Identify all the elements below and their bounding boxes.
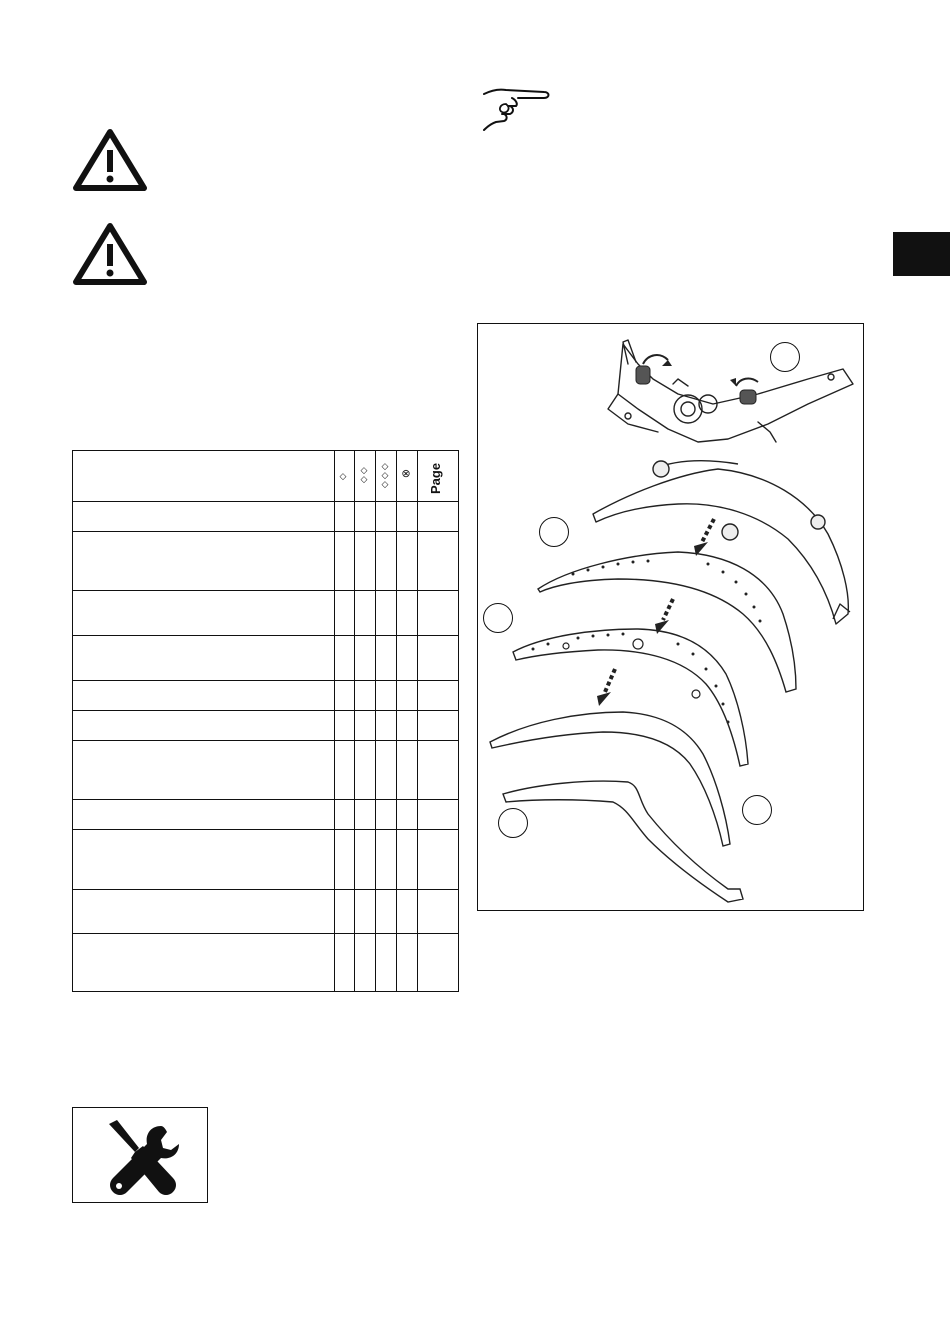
wrench-screwdriver-icon (72, 1107, 208, 1203)
callout-circle (770, 342, 800, 372)
replace-symbol: ⊗ (401, 468, 411, 480)
warning-triangle-icon (72, 222, 148, 291)
interval-3-symbol: ◇ ◇ ◇ (381, 461, 389, 489)
callout-circle (539, 517, 569, 547)
section-tab (893, 232, 950, 276)
callout-circle (742, 795, 772, 825)
exploded-view-figure (477, 323, 864, 911)
page-column-header: Page (428, 462, 443, 494)
callout-circle (498, 808, 528, 838)
maintenance-table (72, 450, 459, 992)
pointing-hand-icon (482, 84, 554, 139)
interval-2-symbol: ◇ ◇ (360, 465, 368, 484)
interval-1-symbol: ◇ (339, 471, 347, 481)
callout-circle (483, 603, 513, 633)
warning-triangle-icon (72, 128, 148, 197)
